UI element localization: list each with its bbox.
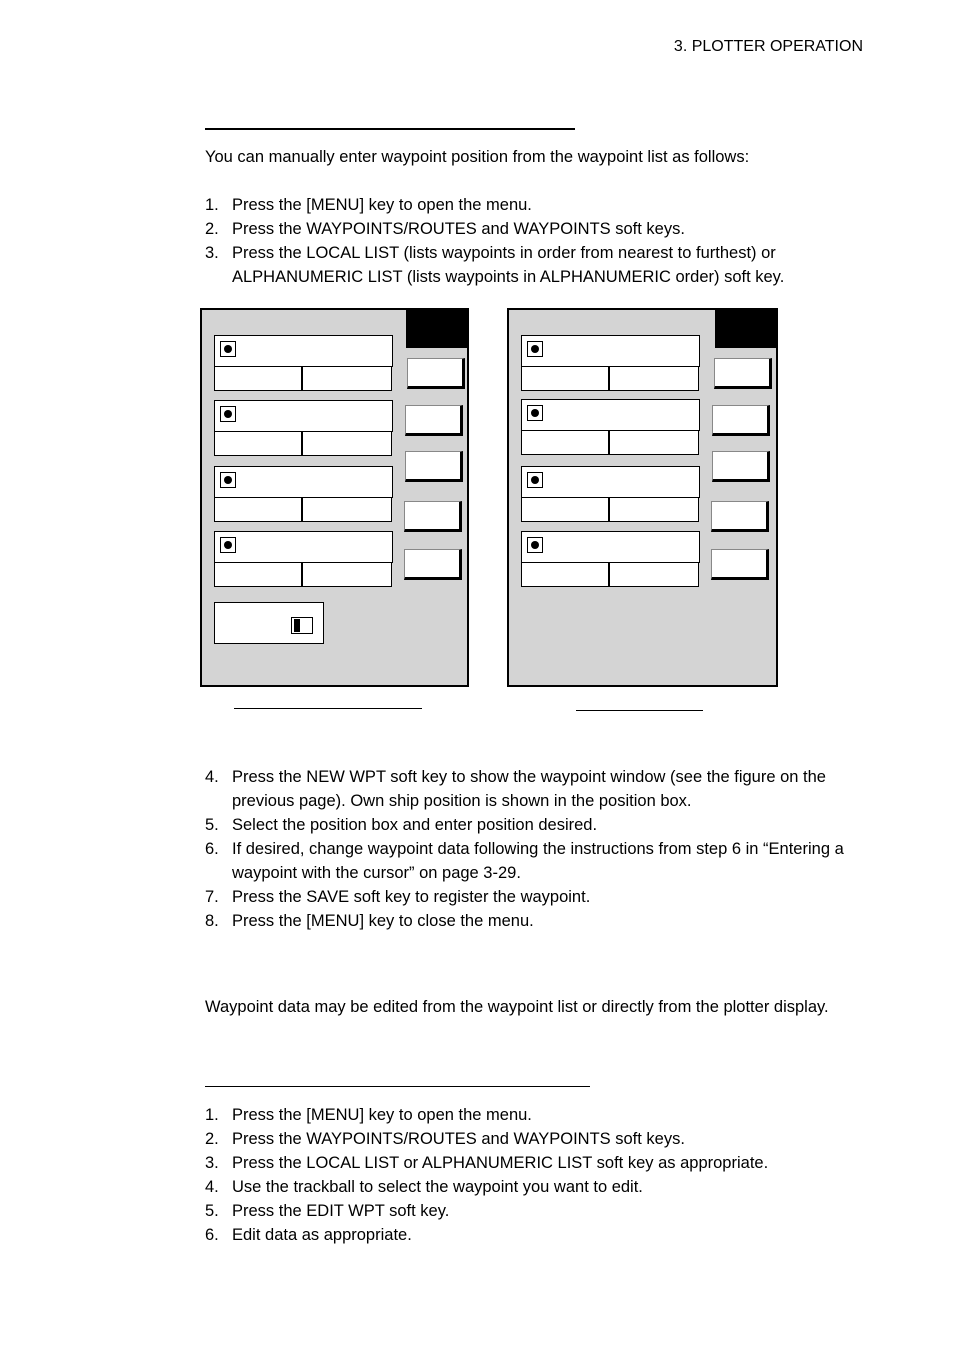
waypoint-entry[interactable] bbox=[214, 466, 393, 522]
step-text: Press the [MENU] key to open the menu. bbox=[232, 1106, 532, 1124]
step-text: Select the position box and enter position desired. bbox=[232, 816, 598, 834]
page-indicator-box bbox=[214, 602, 324, 644]
edit-intro-paragraph: Waypoint data may be edited from the waypoint list or directly from the plotter display. bbox=[205, 998, 829, 1016]
list-item bbox=[205, 1103, 855, 1127]
list-item bbox=[205, 837, 855, 885]
waypoint-mark-icon bbox=[527, 405, 543, 421]
step-number: 1. bbox=[205, 196, 219, 214]
screen-title-block bbox=[715, 310, 776, 348]
soft-key-2[interactable] bbox=[712, 405, 770, 436]
soft-key-4[interactable] bbox=[711, 501, 769, 532]
step-list-c bbox=[205, 1103, 855, 1247]
step-text: Press the WAYPOINTS/ROUTES and WAYPOINTS soft keys. bbox=[232, 220, 685, 238]
figure-caption-rule-right bbox=[576, 710, 703, 711]
list-item bbox=[205, 1127, 855, 1151]
waypoint-entry[interactable] bbox=[521, 531, 700, 587]
step-number: 2. bbox=[205, 1130, 219, 1148]
step-number: 5. bbox=[205, 1202, 219, 1220]
waypoint-mark-icon bbox=[220, 472, 236, 488]
step-number: 3. bbox=[205, 1154, 219, 1172]
waypoint-mark-icon bbox=[527, 341, 543, 357]
list-item bbox=[205, 885, 855, 909]
list-item bbox=[205, 1199, 855, 1223]
waypoint-entry[interactable] bbox=[521, 399, 700, 455]
waypoint-mark-icon bbox=[527, 472, 543, 488]
step-text: If desired, change waypoint data following the instructions from step 6 in “Entering a waypoint with the cursor” on page 3-29. bbox=[232, 840, 844, 882]
waypoint-entry[interactable] bbox=[214, 335, 393, 391]
step-number: 8. bbox=[205, 912, 219, 930]
step-text: Press the WAYPOINTS/ROUTES and WAYPOINTS soft keys. bbox=[232, 1130, 685, 1148]
soft-key-4[interactable] bbox=[404, 501, 462, 532]
subsection-heading-rule bbox=[205, 1086, 590, 1087]
intro-paragraph: You can manually enter waypoint position from the waypoint list as follows: bbox=[205, 148, 750, 166]
list-item bbox=[205, 1223, 855, 1247]
soft-key-3[interactable] bbox=[712, 451, 770, 482]
list-item bbox=[205, 765, 855, 813]
step-list-a bbox=[205, 193, 855, 289]
soft-key-5[interactable] bbox=[711, 549, 769, 580]
step-text: Use the trackball to select the waypoint you want to edit. bbox=[232, 1178, 643, 1196]
step-number: 2. bbox=[205, 220, 219, 238]
step-number: 1. bbox=[205, 1106, 219, 1124]
soft-key-3[interactable] bbox=[405, 451, 463, 482]
waypoint-entry[interactable] bbox=[521, 466, 700, 522]
step-text: Press the [MENU] key to open the menu. bbox=[232, 196, 532, 214]
waypoint-mark-icon bbox=[220, 341, 236, 357]
soft-key-1[interactable] bbox=[407, 358, 465, 389]
page-header: 3. PLOTTER OPERATION bbox=[673, 38, 863, 55]
step-text: Press the EDIT WPT soft key. bbox=[232, 1202, 450, 1220]
step-number: 5. bbox=[205, 816, 219, 834]
list-item bbox=[205, 193, 855, 217]
step-number: 6. bbox=[205, 840, 219, 858]
waypoint-mark-icon bbox=[220, 406, 236, 422]
step-text: Press the NEW WPT soft key to show the waypoint window (see the figure on the previous page). Own ship position is shown in the position box. bbox=[232, 768, 826, 810]
waypoint-entry[interactable] bbox=[214, 400, 393, 456]
step-number: 3. bbox=[205, 244, 219, 262]
section-heading-rule bbox=[205, 128, 575, 130]
waypoint-entry[interactable] bbox=[214, 531, 393, 587]
list-item bbox=[205, 813, 855, 837]
waypoint-mark-icon bbox=[527, 537, 543, 553]
step-text: Press the LOCAL LIST (lists waypoints in order from nearest to furthest) or ALPHANUMERIC LIST (lists waypoints in ALPHANUMERIC order) soft key. bbox=[232, 244, 785, 286]
list-item bbox=[205, 217, 855, 241]
soft-key-1[interactable] bbox=[714, 358, 772, 389]
local-list-screen bbox=[200, 308, 469, 687]
step-text: Edit data as appropriate. bbox=[232, 1226, 412, 1244]
step-text: Press the SAVE soft key to register the waypoint. bbox=[232, 888, 591, 906]
list-item bbox=[205, 1151, 855, 1175]
step-number: 7. bbox=[205, 888, 219, 906]
step-text: Press the LOCAL LIST or ALPHANUMERIC LIST soft key as appropriate. bbox=[232, 1154, 769, 1172]
step-text: Press the [MENU] key to close the menu. bbox=[232, 912, 534, 930]
step-number: 4. bbox=[205, 1178, 219, 1196]
alphanumeric-list-screen bbox=[507, 308, 778, 687]
soft-key-5[interactable] bbox=[404, 549, 462, 580]
list-item bbox=[205, 1175, 855, 1199]
step-number: 4. bbox=[205, 768, 219, 786]
list-item bbox=[205, 241, 855, 289]
step-number: 6. bbox=[205, 1226, 219, 1244]
waypoint-entry[interactable] bbox=[521, 335, 700, 391]
soft-key-2[interactable] bbox=[405, 405, 463, 436]
step-list-b bbox=[205, 765, 855, 933]
waypoint-mark-icon bbox=[220, 537, 236, 553]
page-scroll-icon bbox=[291, 617, 313, 634]
figure-caption-rule-left bbox=[234, 708, 422, 709]
screen-title-block bbox=[406, 310, 467, 348]
list-item bbox=[205, 909, 855, 933]
